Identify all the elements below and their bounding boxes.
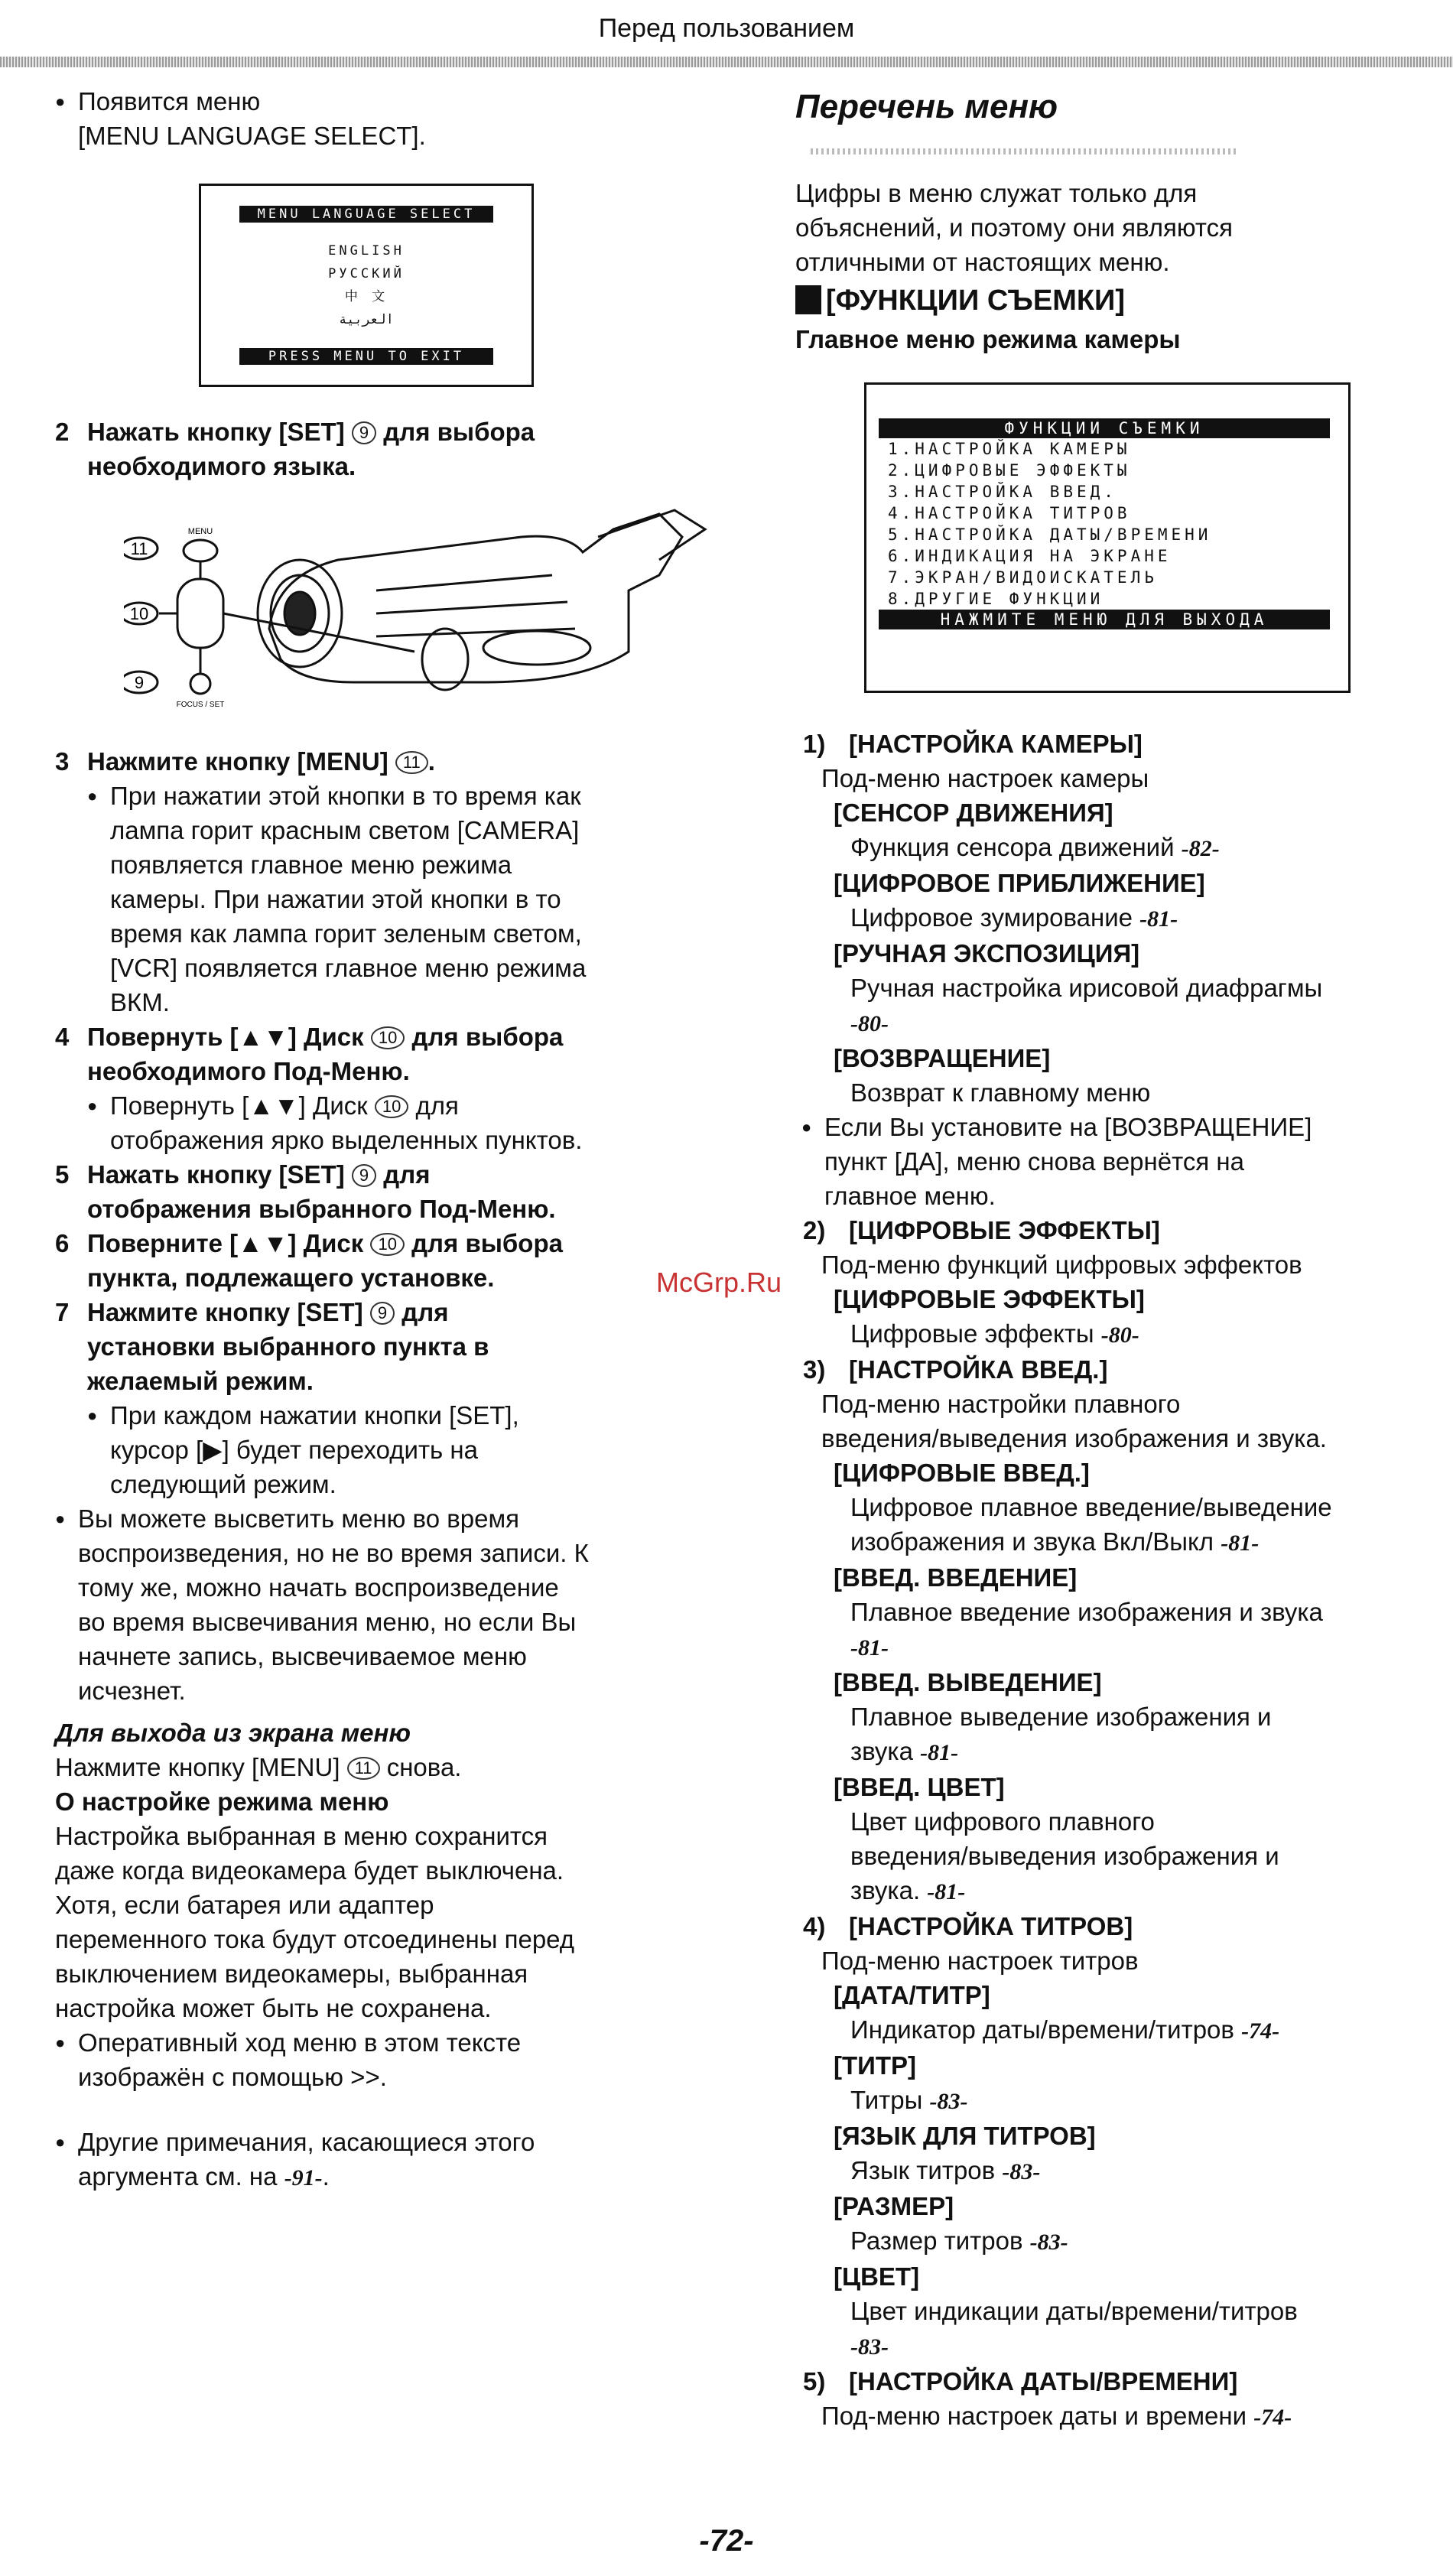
item-3a-title: [ЦИФРОВЫЕ ВВЕД.] (834, 1459, 1090, 1487)
item-3b-desc: Плавное введение изображения и звука -81- (850, 1598, 1323, 1660)
item-1-desc: Под-меню настроек камеры (821, 764, 1149, 792)
item-5-desc: Под-меню настроек даты и времени -74- (821, 2402, 1292, 2430)
item-4e-title: [ЦВЕТ] (834, 2262, 920, 2291)
item-2a-title: [ЦИФРОВЫЕ ЭФФЕКТЫ] (834, 1285, 1145, 1313)
exit-text: Нажмите кнопку [MENU] 11 снова. (55, 1753, 462, 1781)
item-3a-desc: Цифровое плавное введение/выведение изображения и звука Вкл/Выкл -81- (850, 1493, 1332, 1556)
button-ref-11: 11 (347, 1757, 380, 1780)
item-3d-desc: Цвет цифрового плавного введения/выведения изображения и звука. -81- (850, 1807, 1279, 1904)
camcorder-illustration (124, 506, 720, 713)
item-1c-title: [РУЧНАЯ ЭКСПОЗИЦИЯ] (834, 939, 1140, 968)
section-heading: [ФУНКЦИИ СЪЕМКИ] (795, 279, 1430, 322)
camera-menu-item: 7.ЭКРАН/ВИДОИСКАТЕЛЬ (888, 568, 1158, 587)
page-header: Перед пользованием (598, 14, 855, 43)
other-notes: ● Другие примечания, касающиеся этого аргумента см. на -91-. (55, 2125, 690, 2195)
item-1b-desc: Цифровое зумирование -81- (850, 903, 1178, 932)
right-column (795, 84, 1430, 2435)
menu-list-intro: Цифры в меню служат только для объяснений, и поэтому они являются отличными от настоящих меню. (795, 179, 1234, 276)
header-rule (0, 57, 1453, 67)
item-4a-title: [ДАТА/ТИТР] (834, 1981, 990, 2009)
language-menu-footer: PRESS MENU TO EXIT (239, 348, 493, 365)
item-3b-title: [ВВЕД. ВВЕДЕНИЕ] (834, 1563, 1078, 1592)
menu-button-icon (184, 540, 217, 561)
bullet-menu-appears: ● Появится меню [MENU LANGUAGE SELECT]. (55, 84, 690, 153)
section-subheading: Главное меню режима камеры (795, 325, 1181, 353)
camera-menu-item: 1.НАСТРОЙКА КАМЕРЫ (888, 440, 1131, 458)
step-4-note: ● Повернуть [▲▼] Диск 10 для отображения ярко выделенных пунктов. (87, 1088, 690, 1157)
mode-text: Настройка выбранная в меню сохранится даже когда видеокамера будет выключена. Хотя, если батарея или адаптер переменного тока будут отсоединены перед выключением видеокамеры, выбранная настройка может быть не сохранена. (55, 1822, 575, 2022)
item-4b-desc: Титры -83- (850, 2086, 968, 2114)
camera-body-icon (269, 514, 682, 682)
item-2: 2) [ЦИФРОВЫЕ ЭФФЕКТЫ] (803, 1216, 1160, 1244)
item-4d-desc: Размер титров -83- (850, 2226, 1068, 2255)
item-1: 1) [НАСТРОЙКА КАМЕРЫ] (803, 730, 1143, 758)
item-4-desc: Под-меню настроек титров (821, 1947, 1139, 1975)
page-ref: -91- (284, 2165, 323, 2191)
language-option: 中 文 (344, 289, 388, 304)
language-option: العربية (339, 312, 394, 327)
item-3c-title: [ВВЕД. ВЫВЕДЕНИЕ] (834, 1668, 1102, 1696)
item-4d-title: [РАЗМЕР] (834, 2192, 954, 2220)
item-5: 5) [НАСТРОЙКА ДАТЫ/ВРЕМЕНИ] (803, 2367, 1238, 2395)
step-5: 5 Нажать кнопку [SET] 9 для отображения выбранного Под-Меню. (55, 1160, 556, 1223)
item-2a-desc: Цифровые эффекты -80- (850, 1319, 1139, 1348)
set-button-icon (190, 674, 210, 694)
item-1a-desc: Функция сенсора движений -82- (850, 833, 1220, 861)
exit-heading: Для выхода из экрана меню (55, 1719, 411, 1747)
button-ref-9: 9 (352, 1164, 376, 1187)
menu-label: MENU (187, 527, 213, 536)
focus-set-label: FOCUS / SET (176, 701, 225, 709)
callout-10-label: 10 (129, 604, 149, 623)
step-6: 6 Поверните [▲▼] Диск 10 для выбора пункта, подлежащего установке. (55, 1229, 563, 1292)
button-ref-9: 9 (352, 421, 376, 444)
step-7: 7 Нажмите кнопку [SET] 9 для установки выбранного пункта в желаемый режим. (55, 1298, 489, 1395)
playback-note: ● Вы можете высветить меню во время воспроизведения, но не во время записи. К тому же, можно начать воспроизведение во время высвечивания меню, но если Вы начнете запись, высвечиваемое меню исчезнет. (55, 1501, 690, 1708)
camera-menu-title: ФУНКЦИИ СЪЕМКИ (879, 418, 1330, 438)
menu-list-title: Перечень меню (795, 84, 1430, 176)
step-4: 4 Повернуть [▲▼] Диск 10 для выбора необходимого Под-Меню. (55, 1023, 564, 1085)
item-1-note: ● Если Вы установите на [ВОЗВРАЩЕНИЕ] пункт [ДА], меню снова вернётся на главное меню. (801, 1110, 1430, 1213)
language-option: ENGLISH (328, 243, 405, 259)
title-rule (811, 148, 1239, 154)
item-3-desc: Под-меню настройки плавного введения/выведения изображения и звука. (821, 1390, 1327, 1452)
item-1b-title: [ЦИФРОВОЕ ПРИБЛИЖЕНИЕ] (834, 869, 1205, 897)
camera-menu-item: 4.НАСТРОЙКА ТИТРОВ (888, 504, 1131, 522)
callout-9-label: 9 (134, 673, 145, 692)
button-ref-10: 10 (370, 1233, 404, 1256)
item-4c-title: [ЯЗЫК ДЛЯ ТИТРОВ] (834, 2122, 1096, 2150)
step-7-note: ● При каждом нажатии кнопки [SET], курсор [▶] будет переходить на следующий режим. (87, 1398, 690, 1501)
item-1a-title: [СЕНСОР ДВИЖЕНИЯ] (834, 798, 1113, 827)
item-4e-desc: Цвет индикации даты/времени/титров -83- (850, 2297, 1298, 2360)
item-2-desc: Под-меню функций цифровых эффектов (821, 1251, 1302, 1279)
mode-heading: О настройке режима меню (55, 1787, 389, 1816)
watermark: McGrp.Ru (656, 1267, 782, 1298)
item-4c-desc: Язык титров -83- (850, 2156, 1041, 2184)
square-marker-icon (795, 285, 821, 314)
camera-menu-item: 6.ИНДИКАЦИЯ НА ЭКРАНЕ (888, 547, 1172, 565)
item-1d-title: [ВОЗВРАЩЕНИЕ] (834, 1044, 1051, 1072)
operation-note: ● Оперативный ход меню в этом тексте изображён с помощью >>. (55, 2025, 690, 2094)
language-menu-screen (199, 184, 534, 387)
camera-menu-item: 3.НАСТРОЙКА ВВЕД. (888, 483, 1117, 501)
language-menu-title: MENU LANGUAGE SELECT (239, 206, 493, 223)
item-3c-desc: Плавное выведение изображения и звука -81- (850, 1703, 1272, 1765)
step-2: 2 Нажать кнопку [SET] 9 для выбора необходимого языка. (55, 418, 535, 480)
language-options (201, 239, 531, 331)
camera-menu-item: 8.ДРУГИЕ ФУНКЦИИ (888, 590, 1104, 608)
item-4b-title: [ТИТР] (834, 2051, 917, 2080)
item-3: 3) [НАСТРОЙКА ВВЕД.] (803, 1355, 1108, 1384)
button-ref-10: 10 (375, 1095, 408, 1118)
camera-menu-item: 2.ЦИФРОВЫЕ ЭФФЕКТЫ (888, 461, 1131, 480)
step-3-note: ● При нажатии этой кнопки в то время как лампа горит красным светом [CAMERA] появляется главное меню режима камеры. При нажатии этой кнопки в то время как лампа горит зеленым светом, [VCR] появляется главное меню режима ВКМ. (87, 779, 690, 1020)
language-option: РУССКИЙ (328, 266, 405, 281)
item-4a-desc: Индикатор даты/времени/титров -74- (850, 2015, 1280, 2044)
camera-menu-item: 5.НАСТРОЙКА ДАТЫ/ВРЕМЕНИ (888, 525, 1212, 544)
callout-11-label: 11 (130, 539, 148, 558)
item-1d-desc: Возврат к главному меню (850, 1078, 1151, 1107)
dial-icon (177, 579, 223, 648)
camera-menu-screen (864, 382, 1351, 693)
item-1c-desc: Ручная настройка ирисовой диафрагмы -80- (850, 974, 1323, 1036)
item-3d-title: [ВВЕД. ЦВЕТ] (834, 1773, 1005, 1801)
step-3: 3 Нажмите кнопку [MENU] 11 . (55, 747, 435, 776)
button-ref-10: 10 (371, 1026, 405, 1049)
button-ref-11: 11 (395, 751, 428, 774)
button-ref-9: 9 (370, 1302, 395, 1325)
left-column (55, 84, 690, 2195)
page-number: -72- (699, 2524, 754, 2558)
camera-menu-footer: НАЖМИТЕ МЕНЮ ДЛЯ ВЫХОДА (879, 610, 1330, 629)
item-4: 4) [НАСТРОЙКА ТИТРОВ] (803, 1912, 1133, 1940)
